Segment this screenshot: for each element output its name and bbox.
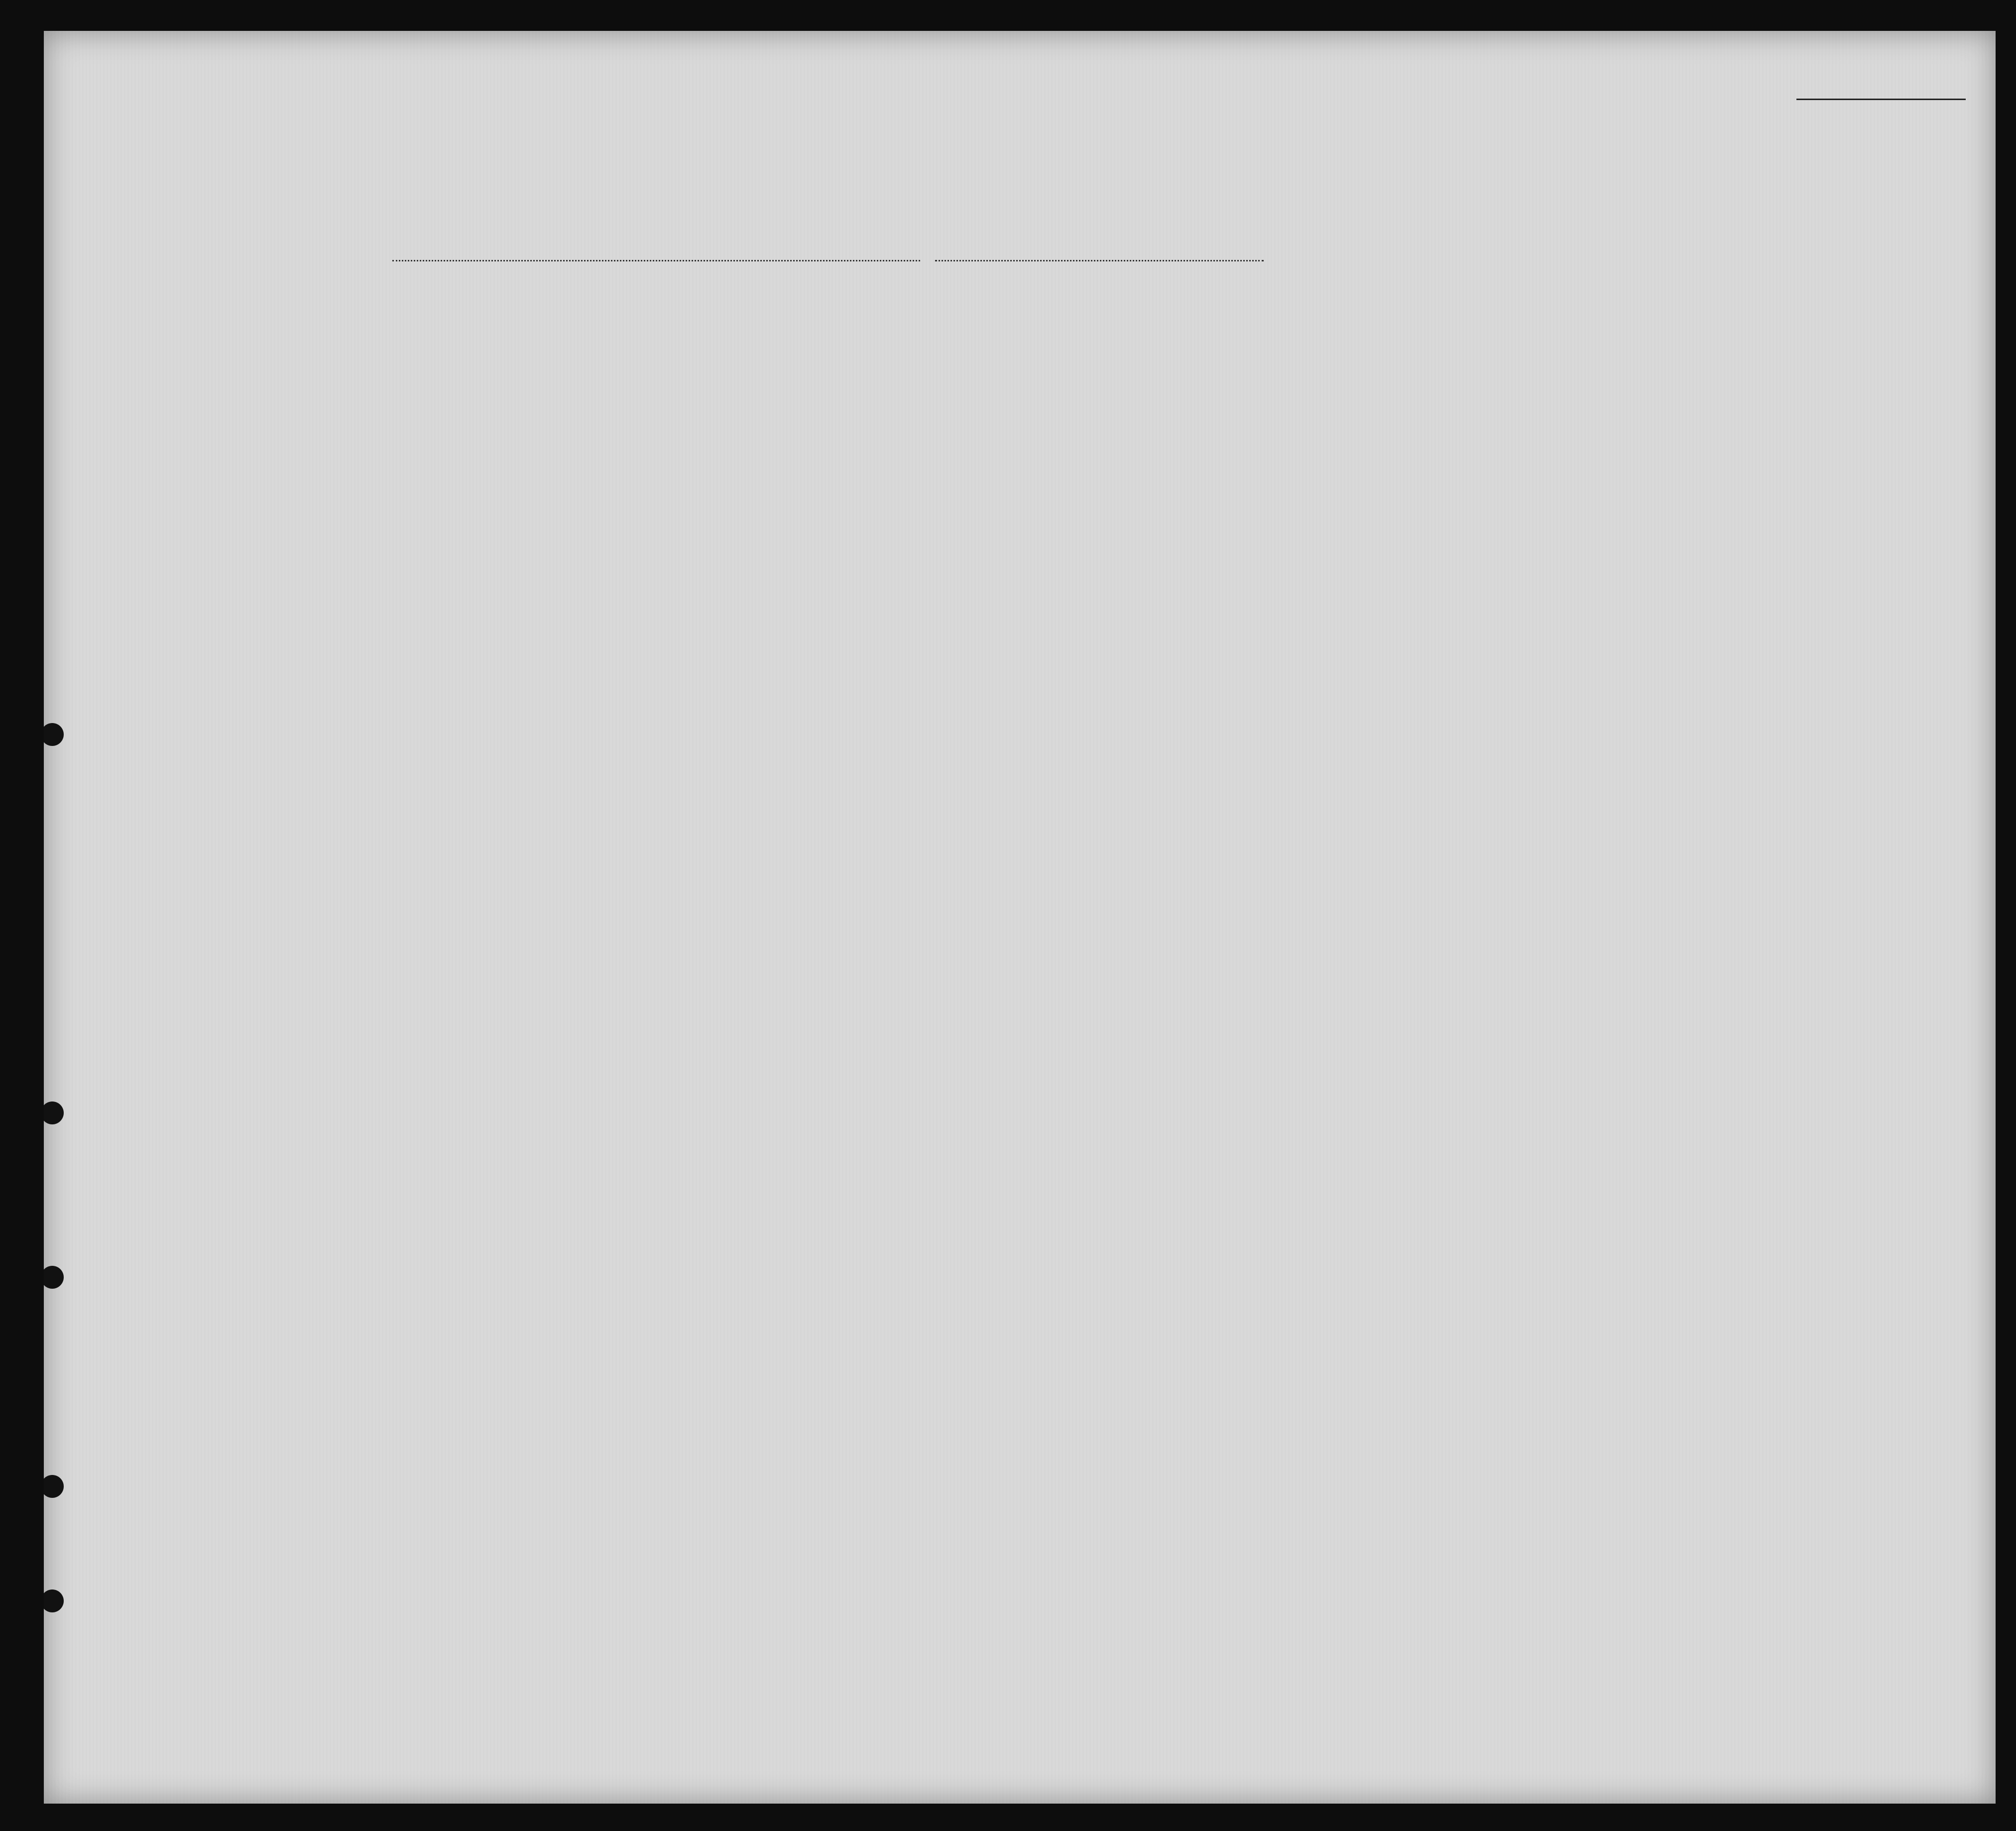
date-line bbox=[935, 260, 1264, 261]
list-number-line bbox=[1796, 99, 1966, 100]
binding-hole bbox=[44, 1101, 64, 1124]
binding-hole bbox=[44, 1266, 64, 1289]
binding-hole bbox=[44, 723, 64, 746]
manifest-sheet bbox=[44, 31, 1996, 1804]
port-line bbox=[392, 260, 920, 261]
binding-hole bbox=[44, 1475, 64, 1498]
binding-hole bbox=[44, 1589, 64, 1612]
